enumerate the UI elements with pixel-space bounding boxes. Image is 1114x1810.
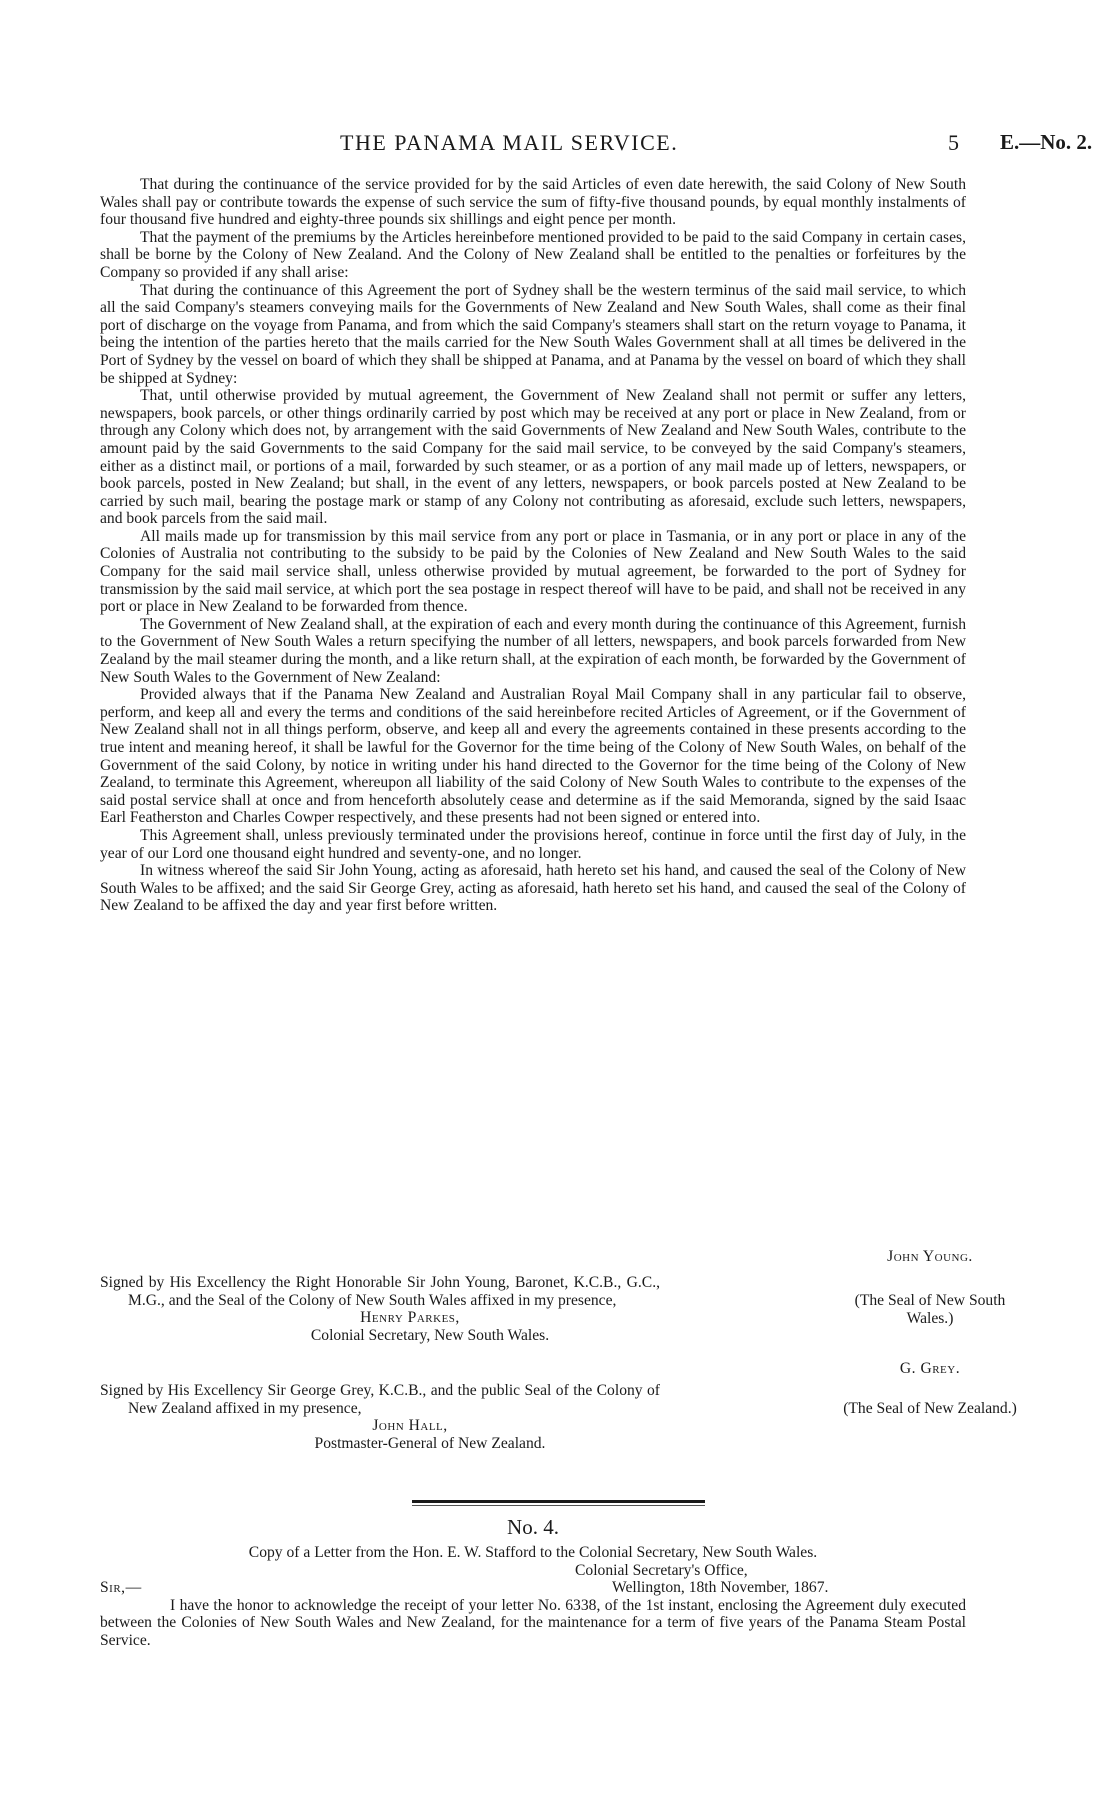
seal-nz: (The Seal of New Zealand.): [843, 1400, 1017, 1417]
signer-nsw: John Young.: [887, 1248, 973, 1265]
paper-reference: E.—No. 2.: [1000, 130, 1093, 154]
paragraph-witness: In witness whereof the said Sir John Young, acting as aforesaid, hath hereto set his hand, and caused the seal of the Colony of New South Wales to be affixed; and the said Sir George Grey, acting as aforesaid, hath hereto set his hand, and caused the seal of the Colony of New Zealand to be affixed the day and year first before written.: [100, 862, 966, 915]
paragraph-duration: This Agreement shall, unless previously terminated under the provisions hereof, continue in force until the first day of July, in the year of our Lord one thousand eight hundred and seventy-one, and no longer.: [100, 826, 966, 862]
paragraph-contribution: That during the continuance of the service provided for by the said Articles of even date herewith, the said Colony of New South Wales shall pay or contribute towards the expense of such service the sum of fifty-five thousand pounds, by equal monthly instalments of four thousand five hundred and eighty-three pounds six shillings and eight pence per month.: [100, 176, 966, 229]
letter-date-row: [100, 1579, 966, 1597]
witness-office-nsw: Colonial Secretary, New South Wales.: [310, 1326, 550, 1344]
running-title: THE PANAMA MAIL SERVICE.: [340, 130, 679, 155]
signature-statement-nsw: Signed by His Excellency the Right Honorable Sir John Young, Baronet, K.C.B., G.C., M.G., and the Seal of the Colony of New South Wales affixed in my presence,: [100, 1274, 660, 1309]
paragraph-terminus: That during the continuance of this Agreement the port of Sydney shall be the western terminus of the said mail service, to which all the said Company's steamers conveying mails for the Governments of New Zealand and New South Wales, shall come as their final port of discharge on the voyage from Panama, and from which the said Company's steamers shall start on the return voyage to Panama, it being the intention of the parties hereto that the mails carried for the New South Wales Government shall at all times be delivered in the Port of Sydney by the vessel on board of which they shall be shipped at Panama, and at Panama by the vessel on board of which they shall be shipped at Sydney:: [100, 281, 966, 387]
paragraph-monthly-return: The Government of New Zealand shall, at the expiration of each and every month during the continuance of this Agreement, furnish to the Government of New South Wales a return specifying the number of all letters, newspapers, and book parcels forwarded from New Zealand by the mail steamer during the month, and a like return shall, at the expiration of each month, be forwarded by the Government of New South Wales to the Government of New Zealand:: [100, 615, 966, 686]
witness-office-nz: Postmaster-General of New Zealand.: [314, 1434, 546, 1452]
signature-block-nz: [100, 1382, 660, 1452]
seal-nsw: (The Seal of New South Wales.): [854, 1292, 1006, 1327]
letter-date: Wellington, 18th November, 1867.: [612, 1579, 829, 1597]
letter-body: I have the honor to acknowledge the receipt of your letter No. 6338, of the 1st instant, enclosing the Agreement duly executed between the Colonies of New South Wales and New Zealand, for the maintenance for a term of five years of the Panama Steam Postal Service.: [100, 1596, 966, 1649]
page-header: [0, 130, 1114, 160]
witness-name-nz: John Hall,: [372, 1417, 448, 1435]
letter-office: Colonial Secretary's Office,: [575, 1561, 748, 1579]
letter-section: [100, 1514, 966, 1650]
section-divider: [412, 1500, 705, 1503]
page-number: 5: [948, 130, 959, 155]
letter-salutation: Sir,—: [100, 1579, 142, 1597]
signature-block-nsw: [100, 1274, 660, 1344]
section-divider-thin: [412, 1505, 705, 1506]
paragraph-letters-restriction: That, until otherwise provided by mutual agreement, the Government of New Zealand shall not permit or suffer any letters, newspapers, book parcels, or other things ordinarily carried by post which may be received at any port or place in New Zealand, from or through any Colony which does not, by arrangement with the said Governments of New Zealand and New South Wales, contribute to the amount paid by the said Governments to the said Company for the said mail service, to be conveyed by the said Company's steamers, either as a distinct mail, or portions of a mail, forwarded by such steamer, or as a portion of any mail made up of letters, newspapers, or book parcels, posted in New Zealand; but shall, in the event of any letters, newspapers, or book parcels posted at New Zealand to be carried by such mail, bearing the postage mark or stamp of any Colony not contributing as aforesaid, exclude such letters, newspapers, and book parcels from the said mail.: [100, 387, 966, 528]
witness-name-nsw: Henry Parkes,: [360, 1309, 460, 1327]
signer-nz: G. Grey.: [899, 1360, 961, 1377]
paragraph-proviso: Provided always that if the Panama New Zealand and Australian Royal Mail Company shall in any particular fail to observe, perform, and keep all and every the terms and conditions of the said hereinbefore recited Articles of Agreement, or if the Government of New Zealand shall not in all things perform, observe, and keep all and every the agreements contained in these presents according to the true intent and meaning hereof, it shall be lawful for the Governor for the time being of the Colony of New South Wales, on behalf of the Government of the said Colony, by notice in writing under his hand directed to the Governor for the time being of the Colony of New Zealand, to terminate this Agreement, whereupon all liability of the said Colony of New South Wales to contribute to the expenses of the said postal service shall at once and from henceforth absolutely cease and determine as if the said Memoranda, signed by the said Isaac Earl Featherston and Charles Cowper respectively, and these presents had not been signed or entered into.: [100, 686, 966, 827]
signature-area: [100, 1248, 1017, 1488]
signature-statement-nz: Signed by His Excellency Sir George Grey, K.C.B., and the public Seal of the Colony of New Zealand affixed in my presence,: [100, 1382, 660, 1417]
paragraph-premiums: That the payment of the premiums by the Articles hereinbefore mentioned provided to be paid to the said Company in certain cases, shall be borne by the Colony of New Zealand. And the Colony of New Zealand shall be entitled to the penalties or forfeitures by the Company so provided if any shall arise:: [100, 228, 966, 281]
letter-number: No. 4.: [507, 1515, 559, 1539]
paragraph-mails-tasmania: All mails made up for transmission by this mail service from any port or place in Tasmania, or in any port or place in any of the Colonies of Australia not contributing to the subsidy to be paid by the Colonies of New Zealand and New South Wales to the said Company for the said mail service shall, unless otherwise provided by mutual agreement, be forwarded to the port of Sydney for transmission by the said mail service, at which port the sea postage in respect thereof will have to be paid, and shall not be received in any port or place in New Zealand to be forwarded from thence.: [100, 527, 966, 616]
agreement-body: [100, 176, 966, 915]
letter-caption: Copy of a Letter from the Hon. E. W. Stafford to the Colonial Secretary, New South Wales.: [248, 1544, 818, 1561]
